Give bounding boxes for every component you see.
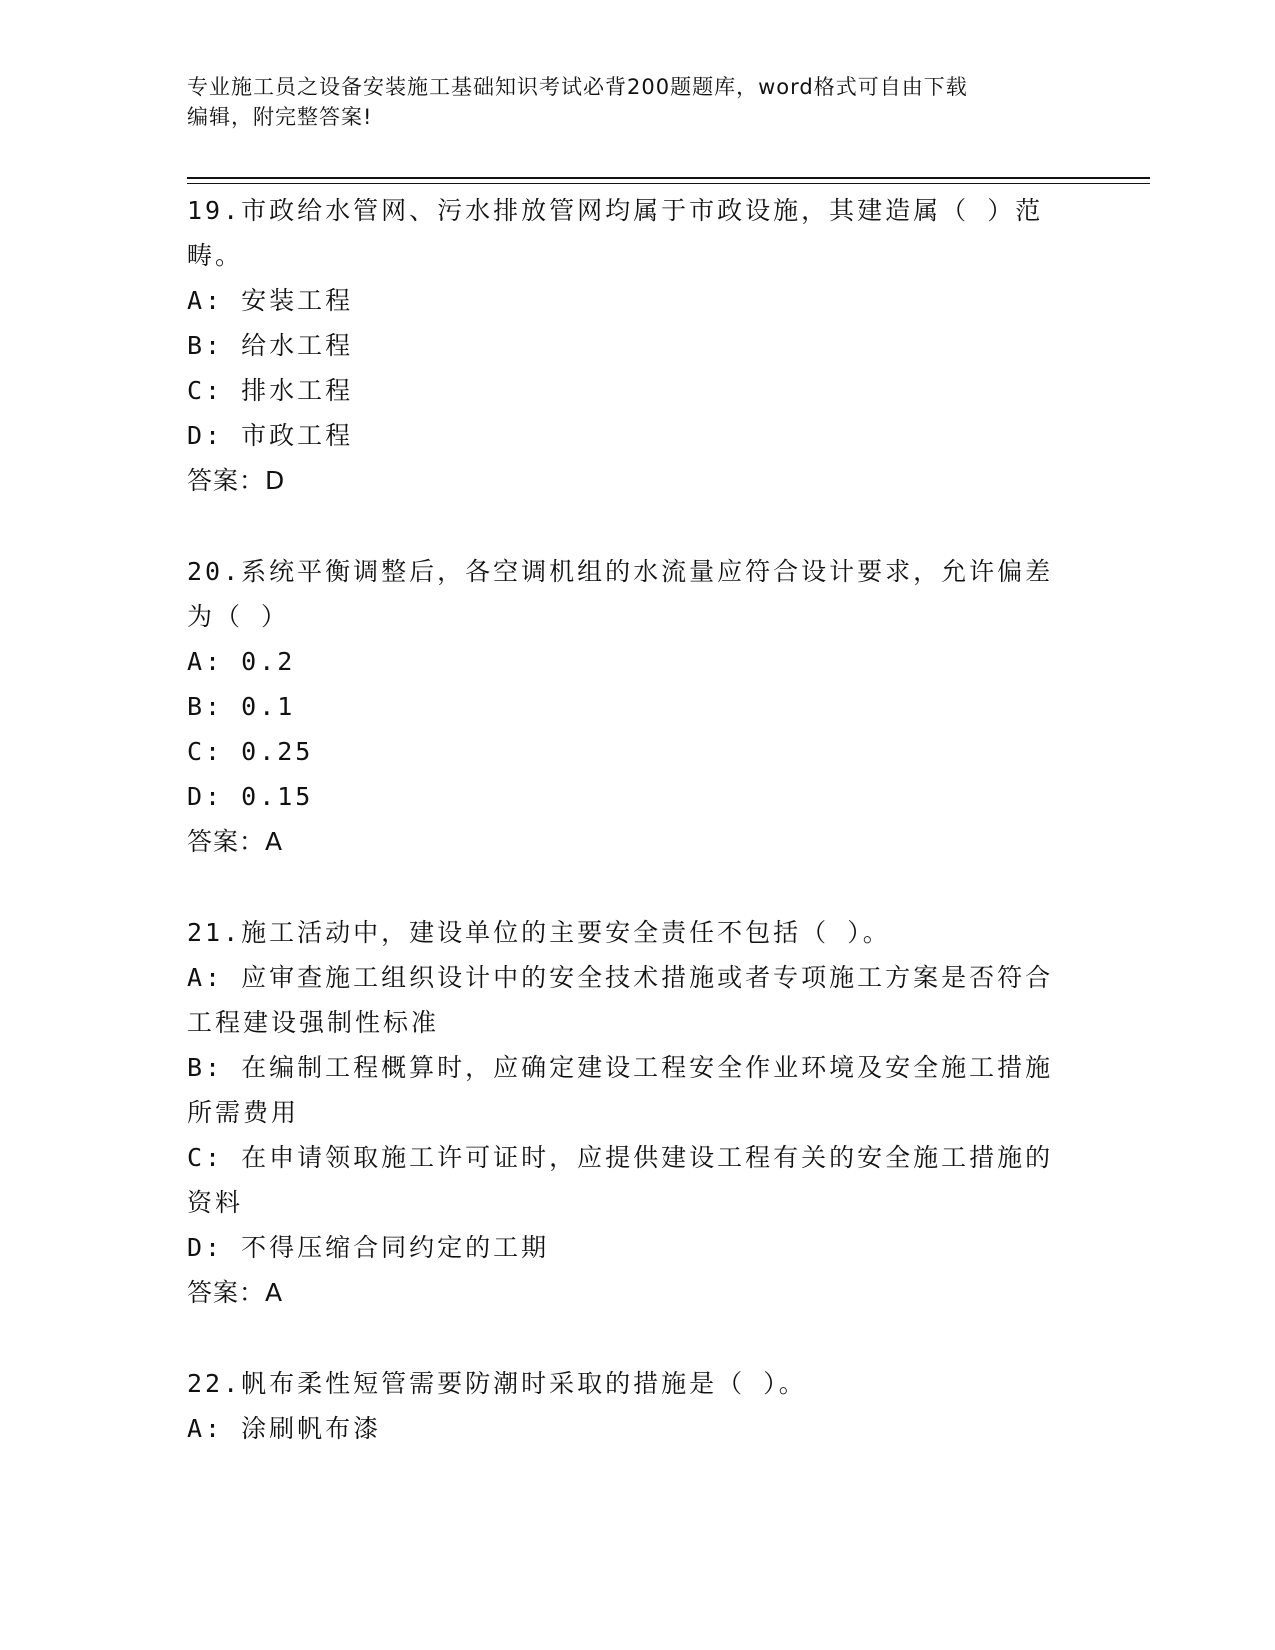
header-divider-thin — [187, 183, 1150, 184]
question-20 — [187, 549, 1067, 864]
option-a: A: 应审查施工组织设计中的安全技术措施或者专项施工方案是否符合工程建设强制性标准 — [187, 963, 1054, 1037]
header-line-2: 编辑，附完整答案! — [187, 105, 373, 129]
question-19 — [187, 188, 1067, 503]
question-list — [187, 188, 1067, 1497]
question-22 — [187, 1361, 1067, 1451]
option-d: D: 市政工程 — [187, 421, 354, 450]
option-b: B: 在编制工程概算时，应确定建设工程安全作业环境及安全施工措施所需费用 — [187, 1053, 1054, 1127]
option-a: A: 涂刷帆布漆 — [187, 1414, 382, 1443]
option-a: A: 0.2 — [187, 647, 296, 676]
option-d: D: 不得压缩合同约定的工期 — [187, 1233, 550, 1262]
document-header — [187, 72, 1067, 132]
question-stem: 21.施工活动中，建设单位的主要安全责任不包括（ ）。 — [187, 918, 891, 947]
question-stem: 19.市政给水管网、污水排放管网均属于市政设施，其建造属（ ）范畴。 — [187, 196, 1044, 270]
question-stem: 20.系统平衡调整后，各空调机组的水流量应符合设计要求，允许偏差为（ ） — [187, 557, 1054, 631]
question-stem: 22.帆布柔性短管需要防潮时采取的措施是（ ）。 — [187, 1369, 807, 1398]
option-c: C: 0.25 — [187, 737, 314, 766]
question-21 — [187, 910, 1067, 1315]
option-d: D: 0.15 — [187, 782, 314, 811]
option-c: C: 排水工程 — [187, 376, 354, 405]
answer-line: 答案：A — [187, 827, 284, 856]
option-b: B: 给水工程 — [187, 331, 354, 360]
option-c: C: 在申请领取施工许可证时，应提供建设工程有关的安全施工措施的资料 — [187, 1143, 1054, 1217]
answer-line: 答案：A — [187, 1278, 284, 1307]
header-divider-thick — [187, 177, 1150, 179]
option-b: B: 0.1 — [187, 692, 296, 721]
answer-line: 答案：D — [187, 466, 286, 495]
header-line-1: 专业施工员之设备安装施工基础知识考试必背200题题库，word格式可自由下载 — [187, 75, 968, 99]
option-a: A: 安装工程 — [187, 286, 354, 315]
